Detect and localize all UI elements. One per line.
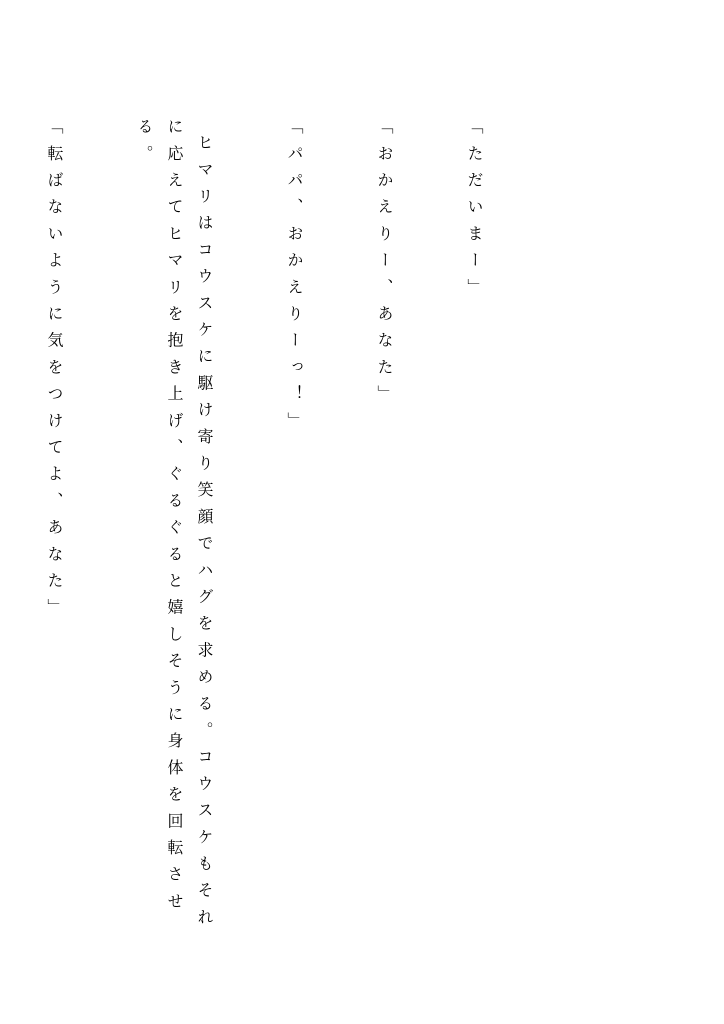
paragraph: 「ただいまー」 [465, 118, 484, 305]
paragraph: 「パパ、おかえりーっ！」 [285, 118, 304, 439]
paragraph: 「おかえりー、あなた」 [375, 118, 394, 412]
vertical-text-block [0, 118, 549, 938]
paragraph: ヒマリはコウスケに駆け寄り笑顔でハグを求める。コウスケもそれに応えてヒマリを抱き上げ、ぐるぐると嬉しそうに身体を回転させる。 [135, 118, 214, 935]
paragraph: 「転ばないように気をつけてよ、あなた」 [45, 118, 64, 626]
